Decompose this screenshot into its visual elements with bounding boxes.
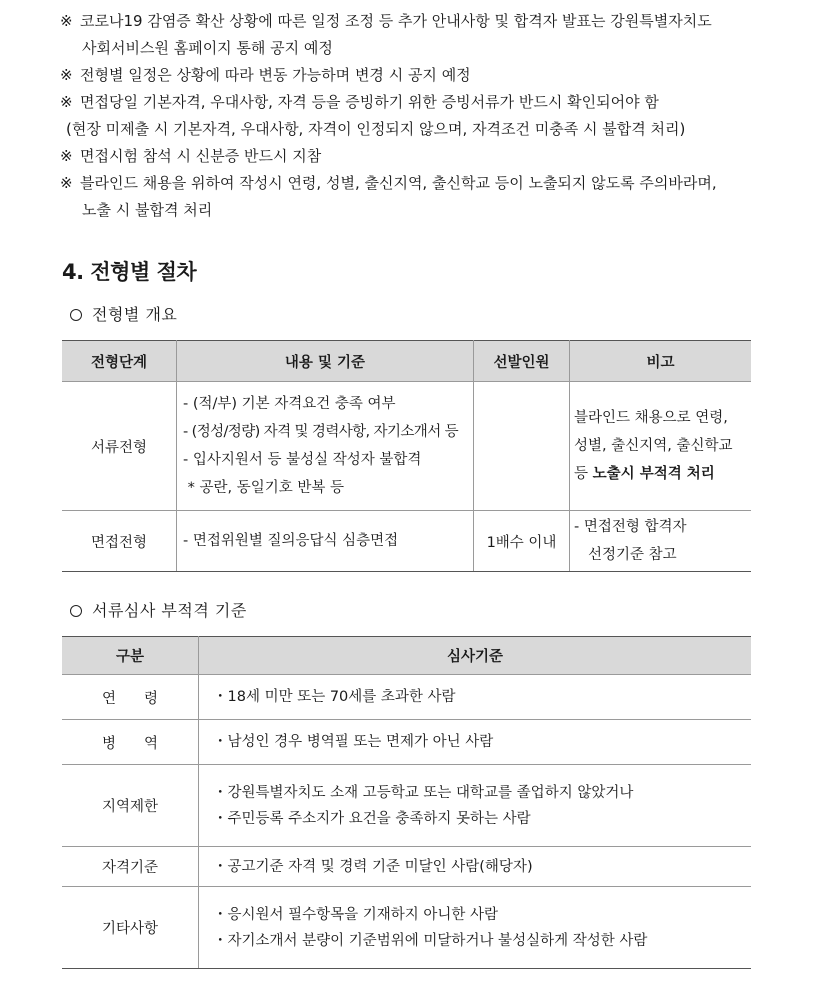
criteria-item: ・자기소개서 분량이 기준범위에 미달하거나 불성실하게 작성한 사람 — [213, 932, 648, 949]
note-line — [574, 460, 750, 488]
category-cell — [62, 675, 199, 720]
notice-text: 코로나19 감염증 확산 상황에 따른 일정 조정 등 추가 안내사항 및 합격자 발표는 강원특별자치도 — [80, 12, 712, 30]
table-row — [62, 720, 751, 765]
notice-text: 노출 시 불합격 처리 — [82, 201, 213, 219]
category-label: 병역 — [101, 735, 186, 752]
note-prefix: 등 — [574, 466, 593, 482]
criteria-cell — [199, 675, 752, 720]
criteria-subtitle — [70, 598, 247, 621]
content-cell — [177, 382, 474, 511]
reference-mark: ※ — [60, 93, 73, 111]
column-header: 비고 — [570, 341, 752, 382]
column-header: 내용 및 기준 — [177, 341, 474, 382]
notice-item — [60, 8, 780, 62]
notice-item — [60, 116, 780, 143]
column-header: 심사기준 — [199, 637, 752, 675]
criteria-cell — [199, 847, 752, 887]
table-row — [62, 847, 751, 887]
table-header-row — [62, 341, 751, 382]
criteria-item: ・남성인 경우 병역필 또는 면제가 아닌 사람 — [213, 734, 494, 750]
notice-text: 면접당일 기본자격, 우대사항, 자격 등을 증빙하기 위한 증빙서류가 반드시 확인되어야 함 — [80, 93, 659, 111]
selection-cell — [474, 382, 570, 511]
content-line: - (정성/정량) 자격 및 경력사항, 자기소개서 등 — [183, 424, 459, 440]
content-cell — [177, 511, 474, 572]
notice-list — [60, 8, 780, 224]
table-row — [62, 382, 751, 511]
note-cell — [570, 511, 752, 572]
criteria-item: ・강원특별자치도 소재 고등학교 또는 대학교를 졸업하지 않았거나 — [213, 784, 634, 801]
category-cell — [62, 720, 199, 765]
note-cell — [570, 382, 752, 511]
circle-bullet-icon — [70, 605, 82, 617]
content-line: - 면접위원별 질의응답식 심층면접 — [183, 533, 399, 549]
criteria-item: ・응시원서 필수항목을 기재하지 아니한 사람 — [213, 906, 499, 923]
notice-item — [60, 89, 780, 116]
column-header: 구분 — [62, 637, 199, 675]
category-cell: 기타사항 — [62, 887, 199, 969]
criteria-cell — [199, 720, 752, 765]
reference-mark: ※ — [60, 12, 73, 30]
note-line: - 면접전형 합격자 — [574, 519, 687, 535]
criteria-item: ・주민등록 주소지가 요건을 충족하지 못하는 사람 — [213, 810, 531, 827]
notice-item — [60, 170, 780, 224]
content-line: - 입사지원서 등 불성실 작성자 불합격 — [183, 452, 422, 468]
table-header-row — [62, 637, 751, 675]
table-row — [62, 887, 751, 969]
notice-text: 면접시험 참석 시 신분증 반드시 지참 — [80, 147, 322, 165]
selection-cell: 1배수 이내 — [474, 511, 570, 572]
criteria-cell — [199, 765, 752, 847]
criteria-cell — [199, 887, 752, 969]
category-label: 연령 — [101, 690, 186, 707]
column-header: 전형단계 — [62, 341, 177, 382]
note-emphasis: 노출시 부적격 처리 — [592, 466, 715, 482]
table-row — [62, 765, 751, 847]
notice-text: 사회서비스원 홈페이지 통해 공지 예정 — [82, 39, 333, 57]
content-line: - (적/부) 기본 자격요건 충족 여부 — [183, 396, 396, 412]
note-line: 성별, 출신지역, 출신학교 — [574, 438, 733, 454]
notice-item — [60, 62, 780, 89]
criteria-item: ・18세 미만 또는 70세를 초과한 사람 — [213, 689, 456, 705]
criteria-subtitle-text: 서류심사 부적격 기준 — [92, 601, 247, 620]
note-line: 블라인드 채용으로 연령, — [574, 410, 728, 426]
overview-subtitle-text: 전형별 개요 — [92, 305, 178, 324]
overview-table — [62, 340, 751, 572]
reference-mark: ※ — [60, 174, 73, 192]
note-line: 선정기준 참고 — [588, 547, 677, 563]
criteria-table — [62, 636, 751, 969]
category-cell: 자격기준 — [62, 847, 199, 887]
stage-cell: 면접전형 — [62, 511, 177, 572]
content-line: * 공란, 동일기호 반복 등 — [183, 480, 344, 496]
category-cell: 지역제한 — [62, 765, 199, 847]
criteria-item: ・공고기준 자격 및 경력 기준 미달인 사람(해당자) — [213, 858, 533, 875]
circle-bullet-icon — [70, 309, 82, 321]
table-row — [62, 511, 751, 572]
stage-cell: 서류전형 — [62, 382, 177, 511]
column-header: 선발인원 — [474, 341, 570, 382]
notice-text: (현장 미제출 시 기본자격, 우대사항, 자격이 인정되지 않으며, 자격조건 미충족 시 불합격 처리) — [66, 120, 686, 138]
notice-text: 전형별 일정은 상황에 따라 변동 가능하며 변경 시 공지 예정 — [80, 66, 471, 84]
table-row — [62, 675, 751, 720]
section-title: 4. 전형별 절차 — [62, 260, 197, 284]
reference-mark: ※ — [60, 66, 73, 84]
notice-item — [60, 143, 780, 170]
overview-subtitle — [70, 302, 177, 325]
notice-text: 블라인드 채용을 위하여 작성시 연령, 성별, 출신지역, 출신학교 등이 노출되지 않도록 주의바라며, — [80, 174, 717, 192]
reference-mark: ※ — [60, 147, 73, 165]
